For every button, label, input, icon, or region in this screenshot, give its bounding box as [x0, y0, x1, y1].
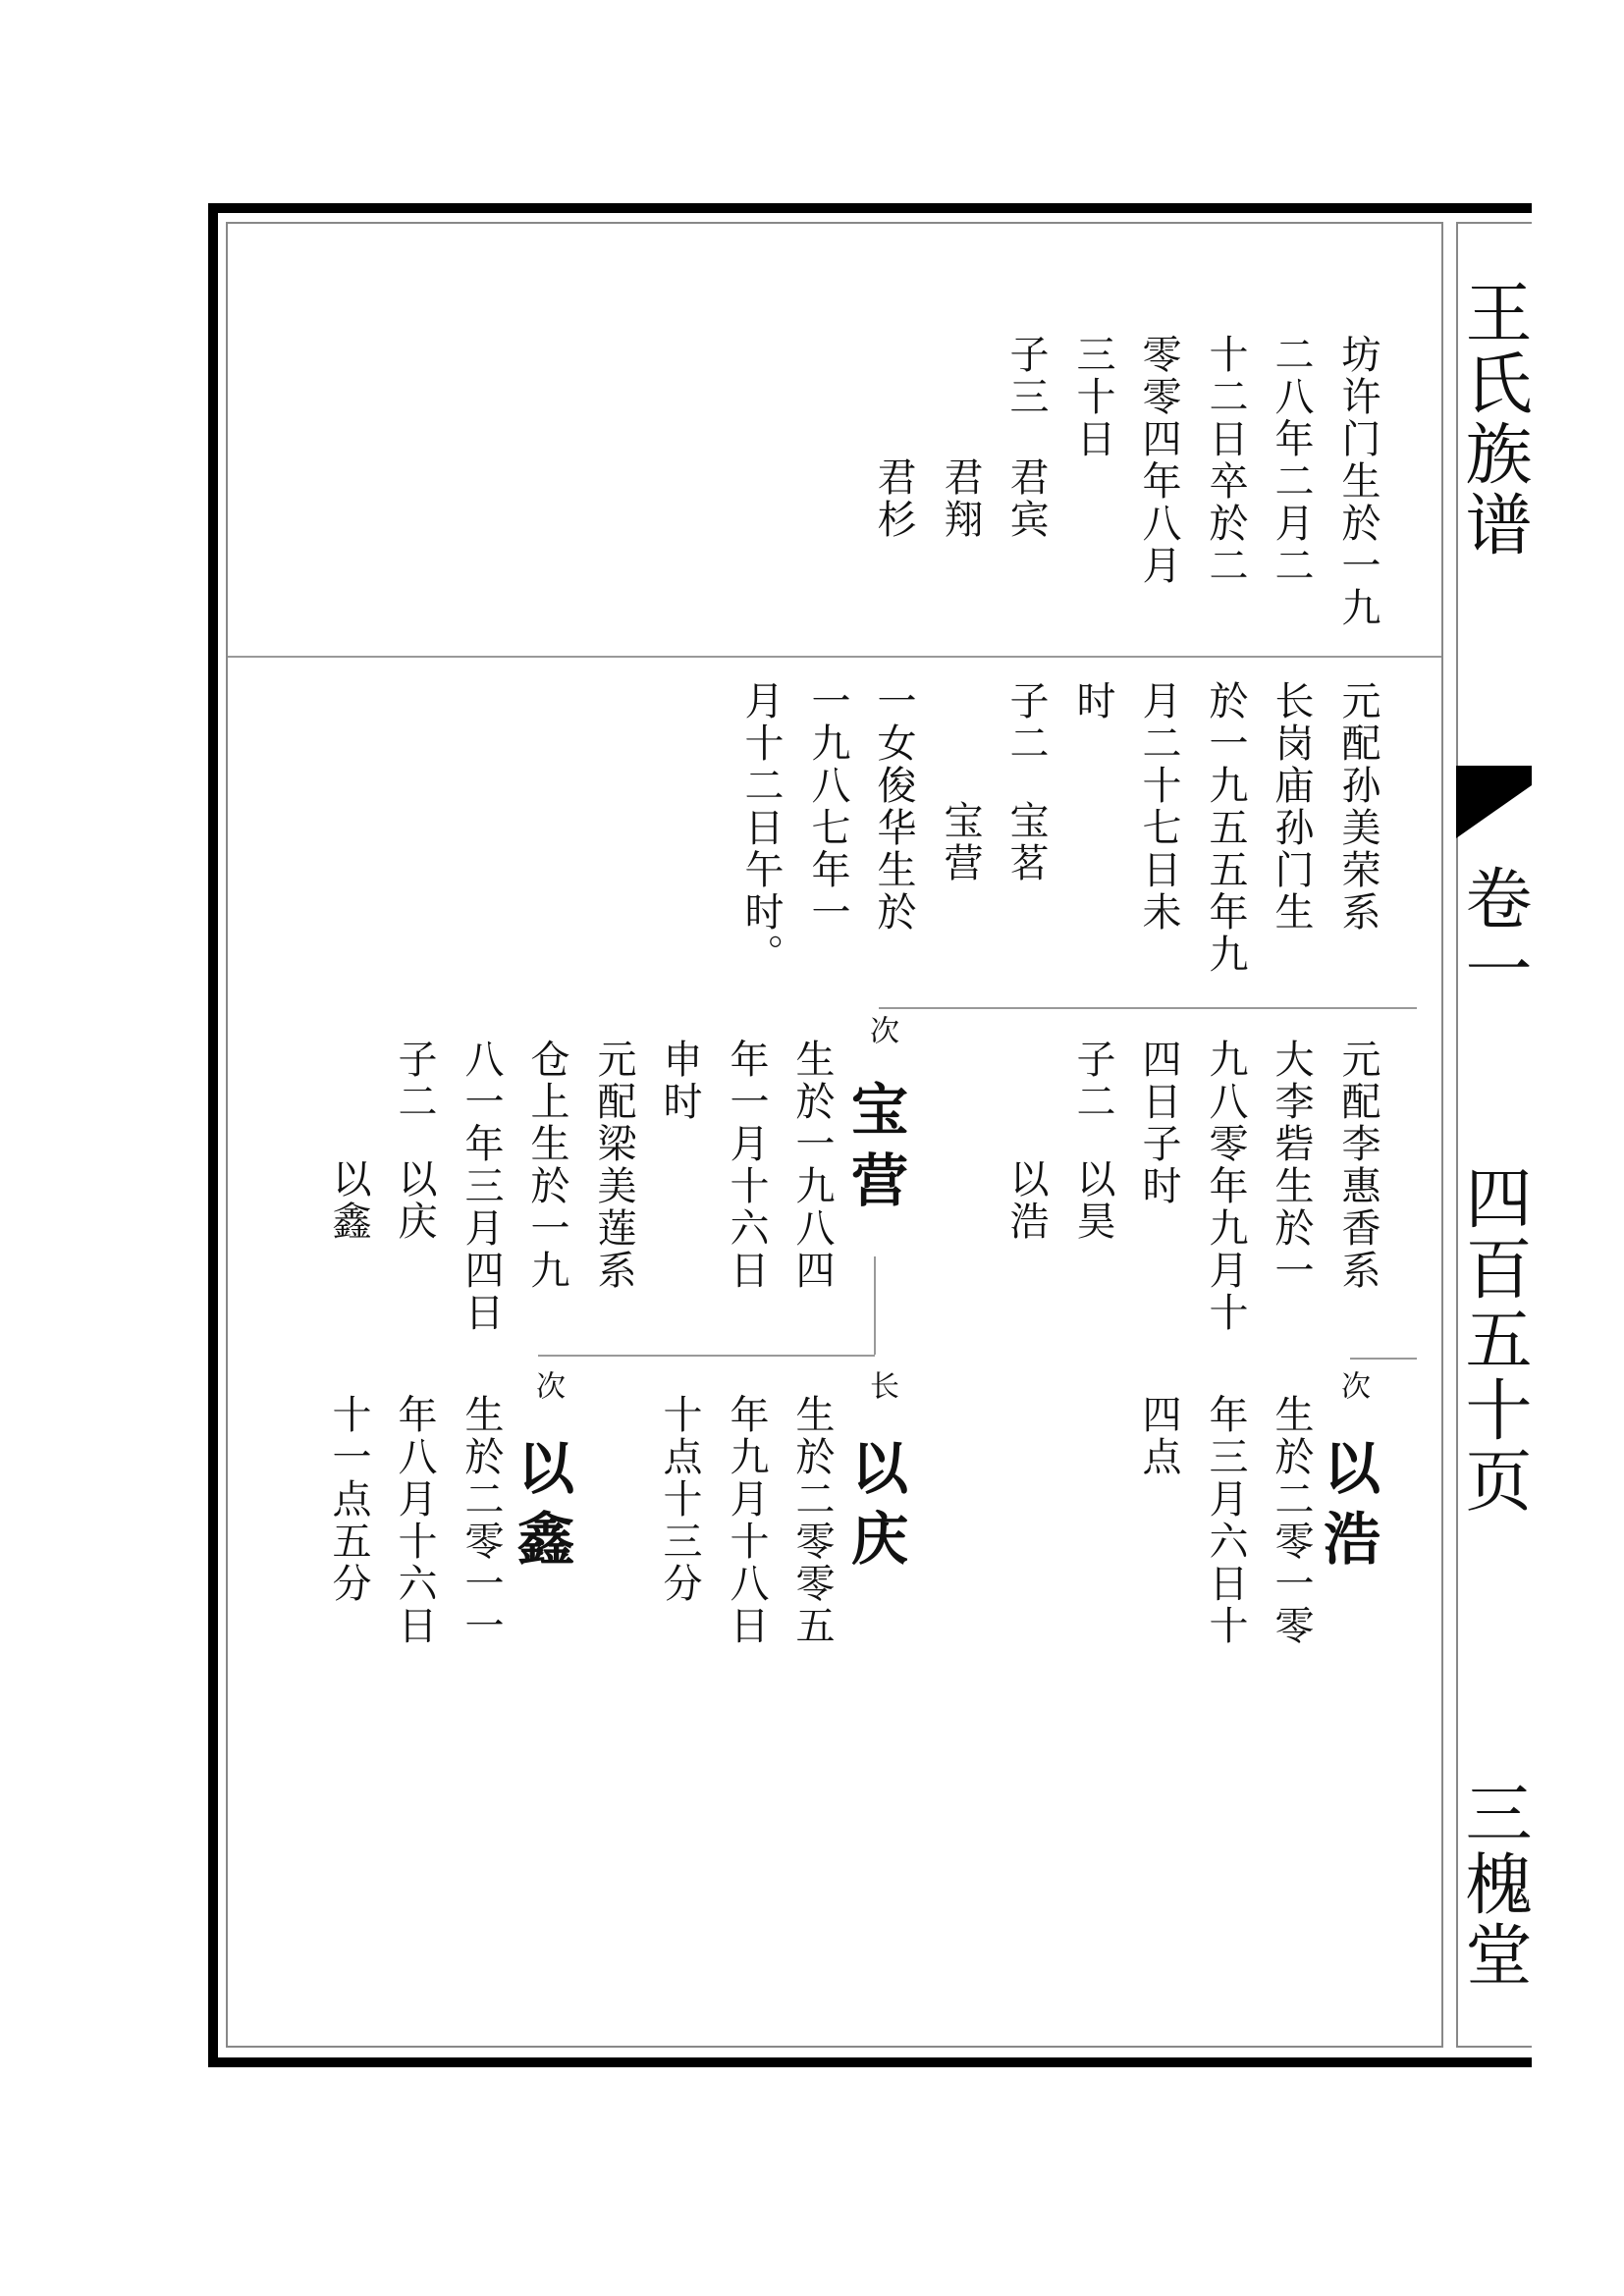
generation-line-bottom — [538, 1355, 875, 1357]
yihao-name: 以浩 — [1314, 1438, 1380, 1579]
yihao-parent-line-1: 元配李惠香系 — [1335, 1039, 1380, 1292]
inner-frame — [226, 222, 1443, 2048]
yixin-order: 次 — [530, 1370, 565, 1400]
section-divider — [228, 656, 1441, 658]
upper-line-3: 十二日卒於二 — [1203, 334, 1248, 587]
yihao-parent-sons-label: 子二 — [1070, 1039, 1115, 1123]
baoying-sons-label: 子二 — [392, 1039, 437, 1123]
baoying-name: 宝营 — [841, 1080, 908, 1221]
yihao-parent-line-4: 四日子时 — [1136, 1039, 1181, 1207]
page-label: 四百五十页 — [1454, 1163, 1532, 1517]
hall-name: 三槐堂 — [1454, 1779, 1532, 1991]
yiqing-line-1: 生於二零零五 — [789, 1394, 835, 1647]
outer-frame-top — [208, 203, 1532, 213]
baoying-son-1: 以庆 — [392, 1158, 437, 1243]
daughter-line-3: 月十二日午时。 — [738, 680, 784, 976]
lower-line-2: 长岗庙孙门生 — [1269, 680, 1314, 934]
baoying-line-5: 仓上生於一九 — [524, 1039, 569, 1292]
yiqing-name: 以庆 — [841, 1438, 908, 1579]
yihao-line-1: 生於二零一零 — [1269, 1394, 1314, 1647]
lower-line-4: 月二十七日未 — [1136, 680, 1181, 934]
upper-son-1: 君宾 — [1003, 456, 1049, 541]
daughter-line-1: 一女俊华生於 — [871, 680, 916, 934]
generation-line-top — [879, 1007, 1417, 1009]
yihao-parent-son-2: 以浩 — [1003, 1158, 1049, 1243]
lower-sons-label: 子二 — [1003, 680, 1049, 765]
yiqing-line-2: 年九月十八日 — [724, 1394, 769, 1647]
upper-line-1: 坊许门生於一九 — [1335, 334, 1380, 629]
fish-tail-mark — [1456, 766, 1532, 838]
baoying-son-2: 以鑫 — [326, 1158, 371, 1243]
yihao-line-3: 四点 — [1136, 1394, 1181, 1478]
baoying-connector — [874, 1256, 876, 1355]
upper-line-5: 三十日 — [1070, 334, 1115, 460]
lower-line-1: 元配孙美荣系 — [1335, 680, 1380, 934]
baoying-line-3: 申时 — [657, 1039, 702, 1123]
yixin-line-3: 十一点五分 — [326, 1394, 371, 1605]
upper-son-3: 君杉 — [871, 456, 916, 541]
yiqing-order: 长 — [864, 1370, 898, 1400]
lower-son-2: 宝营 — [938, 800, 983, 884]
baoying-line-4: 元配梁美莲系 — [591, 1039, 636, 1292]
upper-line-4: 零零四年八月 — [1136, 334, 1181, 587]
yihao-line — [1350, 1358, 1417, 1360]
lower-line-5: 时 — [1070, 680, 1115, 722]
baoying-line-2: 年一月十六日 — [724, 1039, 769, 1292]
yixin-line-2: 年八月十六日 — [392, 1394, 437, 1647]
yihao-parent-son-1: 以昊 — [1070, 1158, 1115, 1243]
yihao-parent-line-2: 大李砦生於一 — [1269, 1039, 1314, 1292]
upper-line-2: 二八年二月二 — [1269, 334, 1314, 587]
baoying-order: 次 — [864, 1015, 898, 1044]
upper-son-2: 君翔 — [938, 456, 983, 541]
yihao-order: 次 — [1335, 1370, 1370, 1400]
lower-line-3: 於一九五五年九 — [1203, 680, 1248, 976]
outer-frame-bottom — [208, 2057, 1532, 2067]
volume-label: 卷一 — [1454, 864, 1532, 1005]
book-title: 王氏族谱 — [1454, 278, 1532, 561]
outer-frame-left — [208, 203, 218, 2067]
upper-sons-label: 子三 — [1003, 334, 1049, 418]
daughter-line-2: 一九八七年一 — [805, 680, 850, 934]
lower-son-1: 宝茗 — [1003, 800, 1049, 884]
baoying-line-1: 生於一九八四 — [789, 1039, 835, 1292]
yixin-name: 以鑫 — [508, 1438, 574, 1579]
yihao-parent-line-3: 九八零年九月十 — [1203, 1039, 1248, 1334]
yixin-line-1: 生於二零一一 — [459, 1394, 504, 1647]
yiqing-line-3: 十点十三分 — [657, 1394, 702, 1605]
yihao-line-2: 年三月六日十 — [1203, 1394, 1248, 1647]
baoying-line-6: 八一年三月四日 — [459, 1039, 504, 1334]
